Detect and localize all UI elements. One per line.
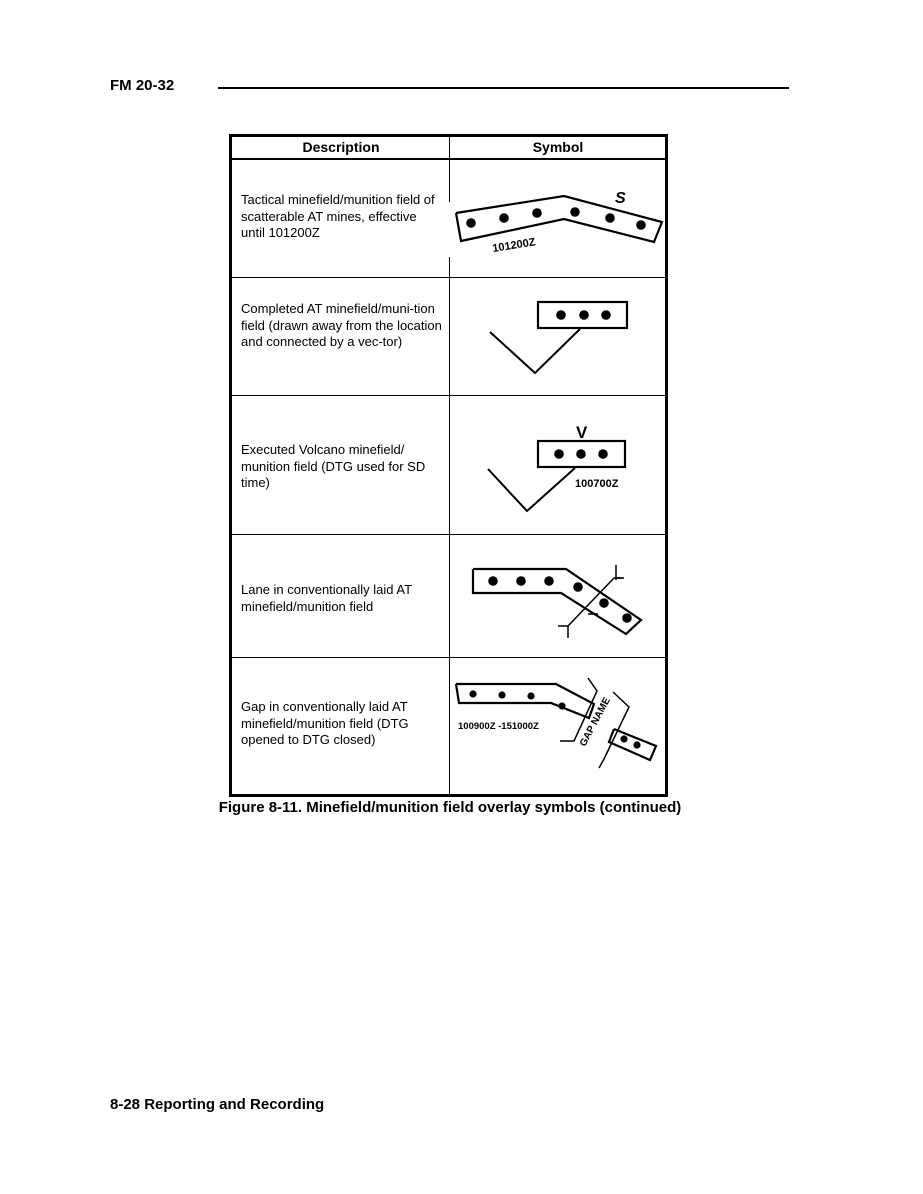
mine-dot	[558, 702, 565, 709]
mine-dot	[488, 576, 498, 586]
figure-caption: Figure 8-11. Minefield/munition field overlay symbols (continued)	[218, 799, 682, 816]
mine-dot	[554, 449, 564, 459]
mine-dot	[598, 449, 608, 459]
header-divider	[449, 137, 450, 158]
row-description: Tactical minefield/munition field of scatterable AT mines, effective until 101200Z	[241, 192, 435, 240]
mine-dot	[466, 218, 476, 228]
mine-dot	[633, 741, 640, 748]
mine-dot	[469, 690, 476, 697]
mine-dot	[573, 582, 583, 592]
mine-dot	[576, 449, 586, 459]
mine-dot	[516, 576, 526, 586]
symbol-dtg-label: 100700Z	[575, 478, 619, 490]
symbol-table	[229, 134, 668, 797]
column-header-symbol: Symbol	[532, 139, 584, 155]
symbol-letter: V	[576, 423, 588, 442]
table-row	[232, 395, 665, 535]
mine-dot	[601, 310, 611, 320]
vector-line	[488, 468, 575, 511]
row-description: Executed Volcano minefield/ munition field (DTG used for SD time)	[241, 442, 426, 490]
gap-minefield-symbol	[451, 658, 665, 795]
table-row	[232, 657, 665, 795]
symbol-letter: S	[615, 190, 626, 207]
mine-dot	[620, 735, 627, 742]
table-row	[232, 160, 665, 277]
column-header-description: Description	[302, 139, 380, 155]
scatterable-minefield-symbol	[451, 160, 665, 277]
mine-dot	[605, 213, 615, 223]
mine-dot	[532, 208, 542, 218]
lane-minefield-symbol	[451, 535, 665, 658]
page-header-id: FM 20-32	[110, 77, 175, 94]
mine-dot	[498, 691, 505, 698]
row-description: Gap in conventionally laid AT minefield/munition field (DTG opened to DTG closed)	[241, 699, 409, 747]
mine-dot	[622, 613, 632, 623]
mine-dot	[544, 576, 554, 586]
row-symbol	[451, 658, 665, 795]
mine-dot	[579, 310, 589, 320]
volcano-minefield-symbol	[451, 396, 665, 535]
row-symbol	[451, 396, 665, 535]
header-rule	[218, 87, 789, 89]
completed-minefield-symbol	[451, 278, 665, 396]
mine-dot	[527, 692, 534, 699]
vector-line	[490, 329, 580, 373]
symbol-dtg-label: 101200Z	[491, 236, 537, 255]
mine-dot	[570, 207, 580, 217]
gap-name-label: GAP NAME	[577, 695, 613, 749]
row-symbol	[451, 160, 665, 277]
mine-dot	[556, 310, 566, 320]
row-symbol	[451, 535, 665, 658]
mine-dot	[636, 220, 646, 230]
mine-dot	[499, 213, 509, 223]
table-row	[232, 277, 665, 396]
symbol-dtg-label: 100900Z -151000Z	[458, 721, 539, 732]
mine-dot	[599, 598, 609, 608]
row-description: Completed AT minefield/muni-tion field (drawn away from the location and connected by a vec-tor)	[241, 301, 442, 349]
row-description: Lane in conventionally laid AT minefield/munition field	[241, 582, 412, 614]
table-row	[232, 534, 665, 658]
page-footer: 8-28 Reporting and Recording	[110, 1096, 325, 1113]
row-symbol	[451, 278, 665, 396]
